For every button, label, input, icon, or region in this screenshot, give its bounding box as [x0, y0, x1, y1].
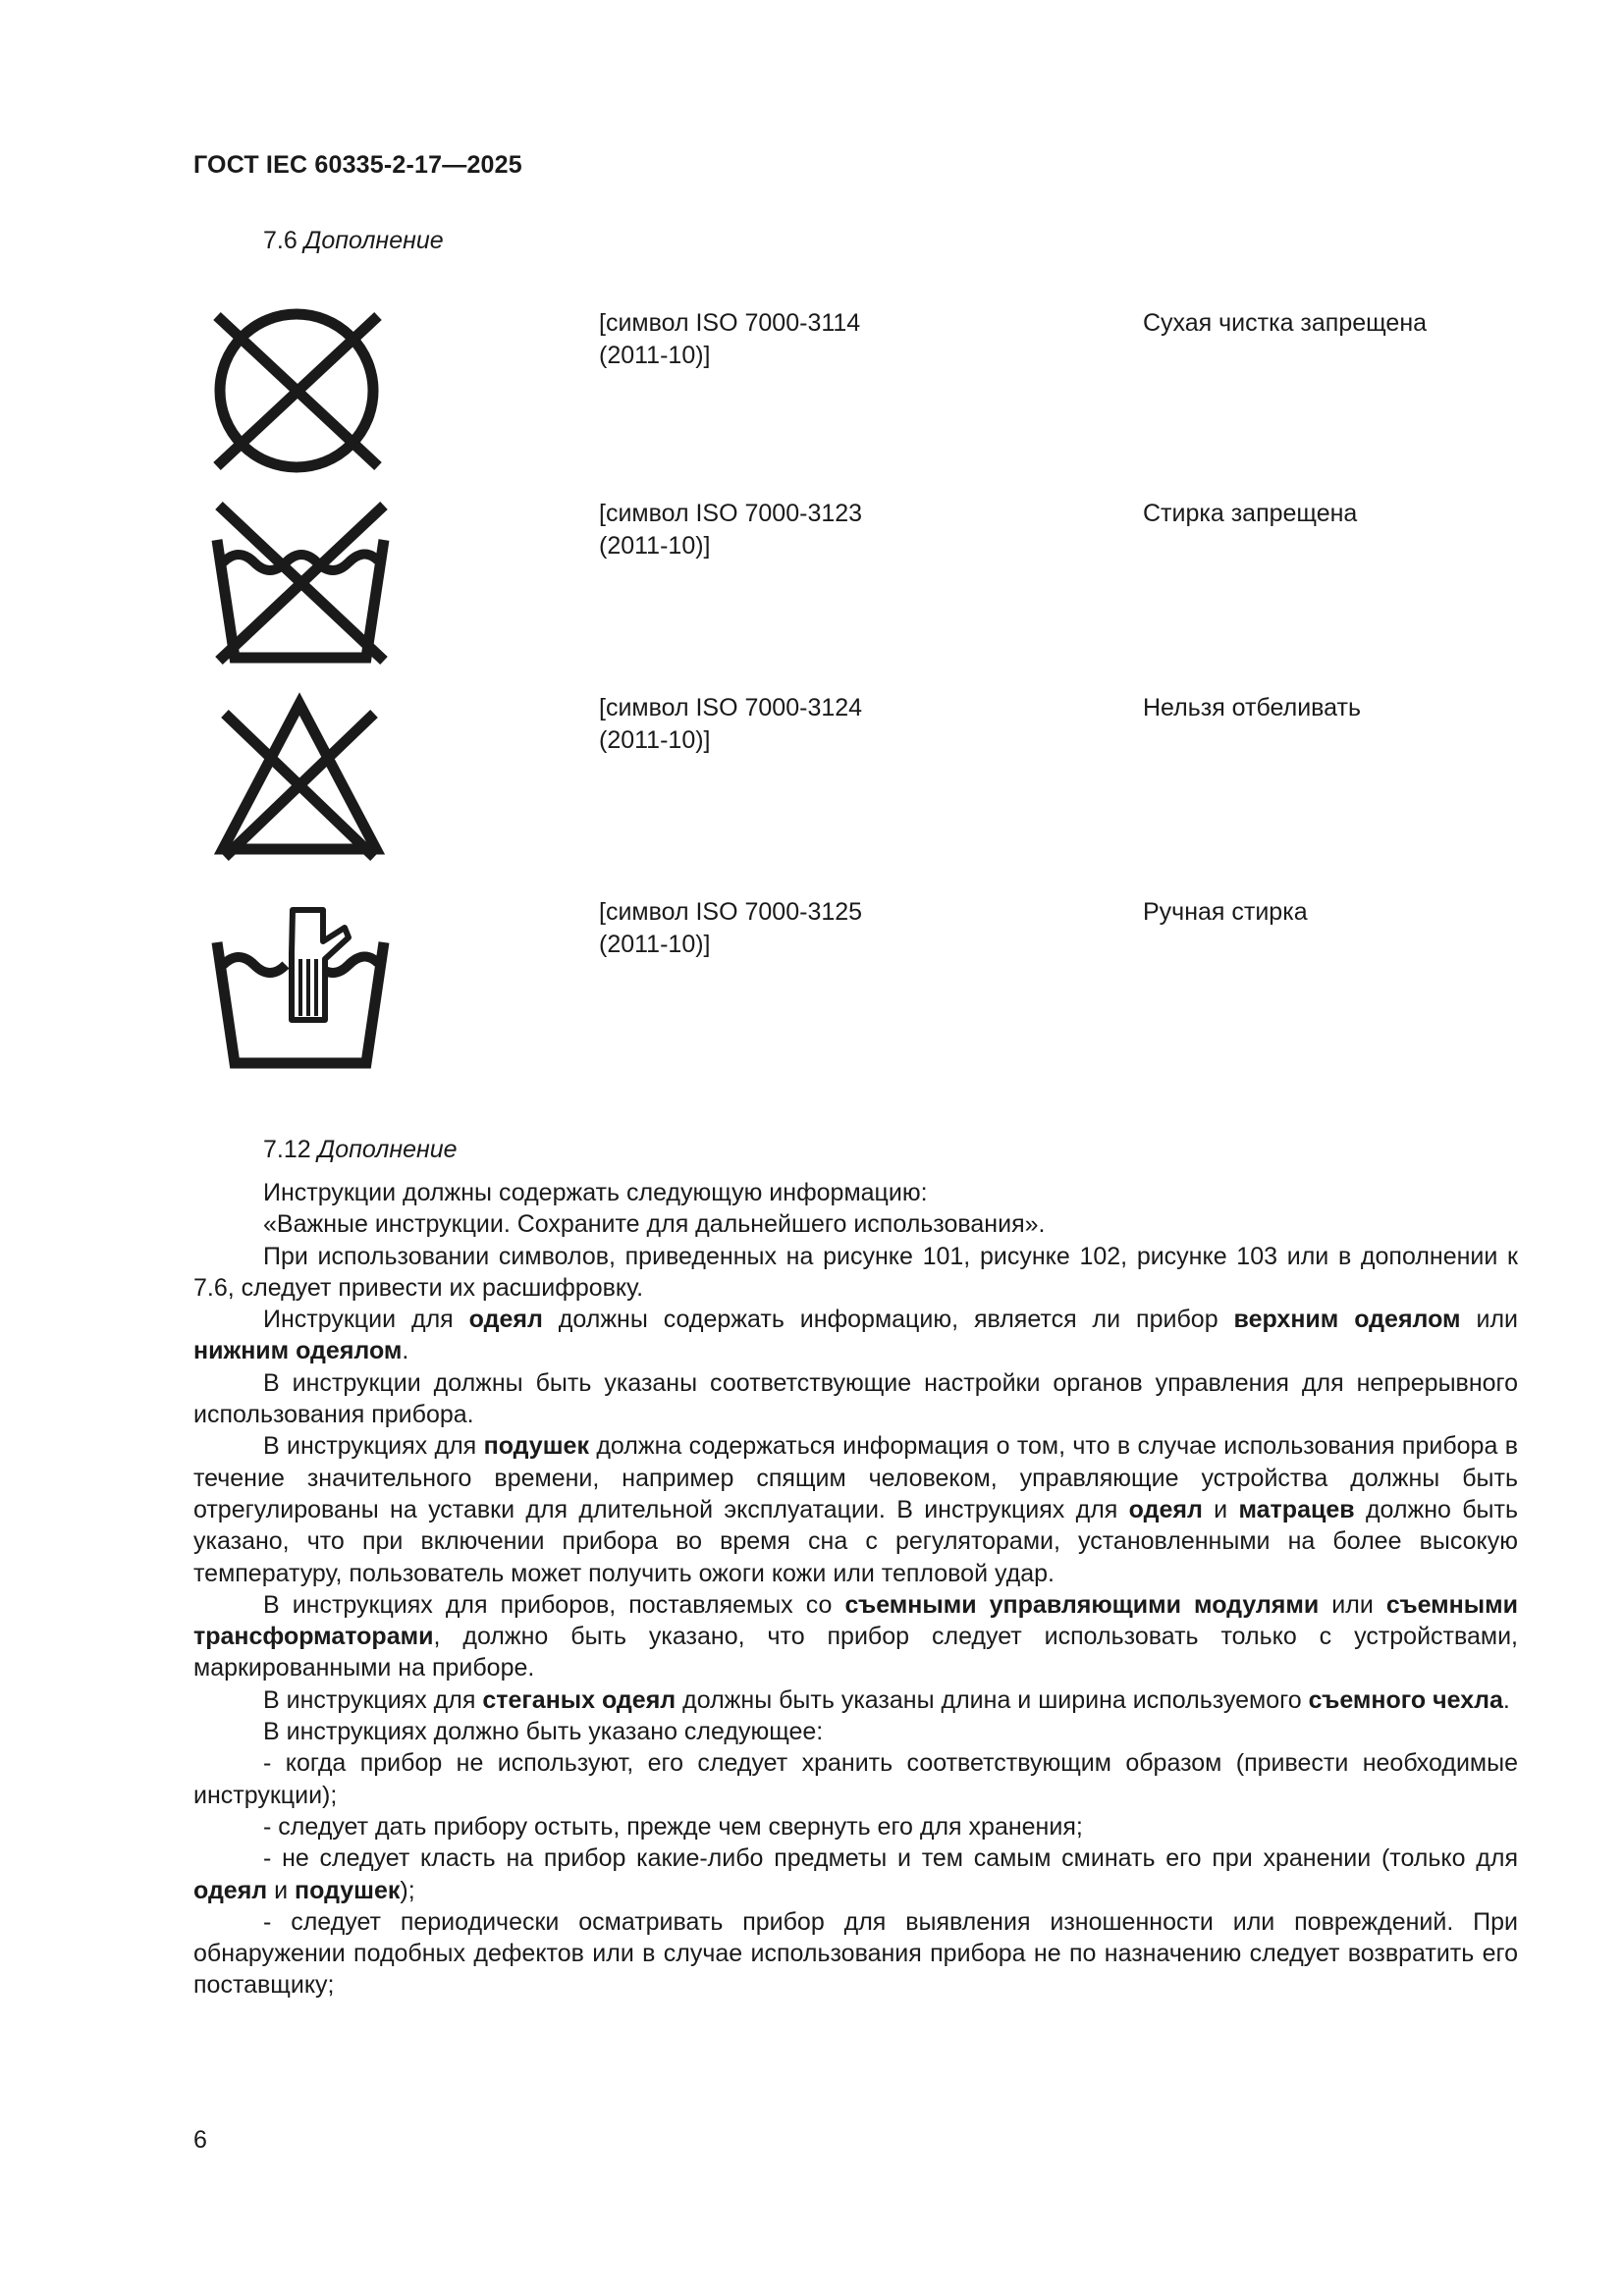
symbol-meaning-dry-cleaning: Сухая чистка запрещена: [1143, 309, 1428, 337]
paragraph: При использовании символов, приведенных на рисунке 101, рисунке 102, рисунке 103 или в дополнении к 7.6, следует привести их расшифровку.: [193, 1242, 1518, 1302]
paragraph: В инструкциях должно быть указано следующее:: [263, 1718, 824, 1746]
symbol-meaning-no-bleach: Нельзя отбеливать: [1143, 694, 1361, 721]
document-header: ГОСТ IEC 60335-2-17—2025: [193, 151, 522, 179]
section-number: 7.12: [263, 1136, 311, 1163]
symbol-reference-3114: [символ ISO 7000-3114 (2011-10)]: [599, 309, 861, 369]
paragraph: В инструкциях для стеганых одеял должны быть указаны длина и ширина используемого съемного чехла.: [263, 1685, 1510, 1714]
list-item: - не следует класть на прибор какие-либо предметы и тем самым сминать его при хранении (только для одеял и подушек);: [193, 1844, 1518, 1904]
do-not-bleach-icon: [201, 692, 398, 869]
symbol-reference-3123: [символ ISO 7000-3123 (2011-10)]: [599, 500, 863, 560]
paragraph: В инструкциях для приборов, поставляемых со съемными управляющими модулями или съемными трансформаторами, должно быть указано, что прибор следует использовать только с устройствами, маркированными на приборе.: [193, 1590, 1518, 1682]
section-7-12-heading: [263, 1136, 458, 1164]
symbol-reference-3125: [символ ISO 7000-3125 (2011-10)]: [599, 898, 863, 958]
paragraph: Инструкции для одеял должны содержать информацию, является ли прибор верхним одеялом или нижним одеялом.: [193, 1306, 1519, 1365]
section-title: Дополнение: [317, 1136, 458, 1163]
list-item: - следует дать прибору остыть, прежде чем свернуть его для хранения;: [263, 1812, 1083, 1841]
hand-wash-icon: [201, 898, 398, 1075]
section-title: Дополнение: [303, 227, 444, 254]
dry-cleaning-prohibited-icon: [201, 299, 398, 476]
symbol-reference-3124: [символ ISO 7000-3124 (2011-10)]: [599, 694, 863, 754]
paragraph: В инструкциях для подушек должна содержаться информация о том, что в случае использования прибора в течение значительного времени, например спящим человеком, управляющие устройства должны быть отрегулированы на уставки для длительной эксплуатации. В инструкциях для одеял и матрацев должно быть указано, что при включении прибора во время сна с регуляторами, установленными на более высокую температуру, пользователь может получить ожоги кожи или тепловой удар.: [193, 1432, 1519, 1587]
paragraph: «Важные инструкции. Сохраните для дальнейшего использования».: [263, 1210, 1046, 1239]
symbol-meaning-no-wash: Стирка запрещена: [1143, 500, 1358, 527]
list-item: - когда прибор не используют, его следует хранить соответствующим образом (привести необходимые инструкции);: [193, 1749, 1518, 1809]
section-number: 7.6: [263, 227, 298, 254]
paragraph: В инструкции должны быть указаны соответствующие настройки органов управления для непрерывного использования прибора.: [193, 1368, 1518, 1429]
symbol-meaning-hand-wash: Ручная стирка: [1143, 898, 1308, 926]
do-not-wash-icon: [201, 496, 398, 672]
page-number: 6: [193, 2126, 207, 2154]
paragraph: Инструкции должны содержать следующую информацию:: [263, 1179, 928, 1206]
list-item: - следует периодически осматривать прибор для выявления изношенности или повреждений. При обнаружении подобных дефектов или в случае использования прибора не по назначению следует возвратить его поставщику;: [193, 1907, 1518, 2000]
section-7-12-body: [193, 1177, 1518, 2002]
section-7-6-heading: [263, 227, 444, 255]
